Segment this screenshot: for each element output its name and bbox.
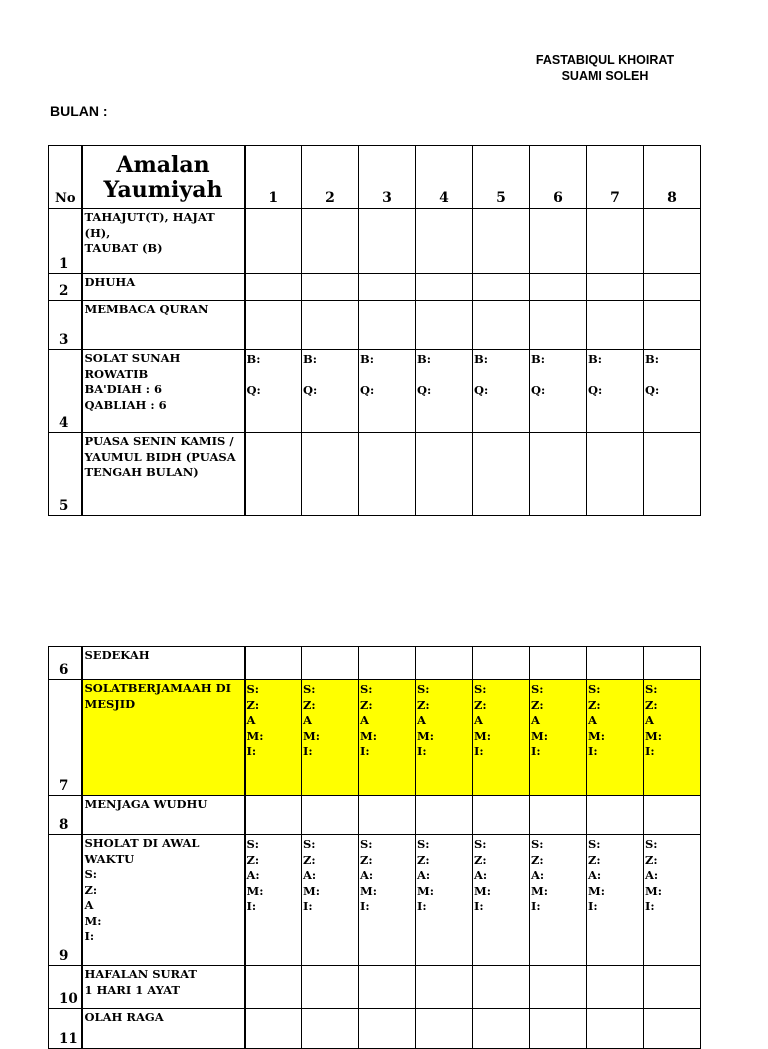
day-cell[interactable] — [473, 647, 530, 680]
day-cell[interactable] — [473, 274, 530, 301]
day-cell[interactable] — [644, 274, 701, 301]
day-cell[interactable] — [302, 301, 359, 350]
amalan-label: TAHAJUT(T), HAJAT (H), TAUBAT (B) — [82, 209, 245, 274]
day-cell[interactable] — [302, 274, 359, 301]
table-row — [49, 301, 701, 350]
day-cell[interactable]: B: Q: — [359, 350, 416, 433]
table-row — [49, 1009, 701, 1049]
day-cell[interactable] — [359, 796, 416, 835]
day-cell[interactable]: S: Z: A: M: I: — [587, 835, 644, 966]
table-row — [49, 835, 701, 966]
day-cell[interactable] — [416, 647, 473, 680]
table-row — [49, 796, 701, 835]
day-cell[interactable]: S: Z: A: M: I: — [359, 835, 416, 966]
day-cell[interactable] — [416, 796, 473, 835]
day-cell[interactable]: S: Z: A: M: I: — [302, 835, 359, 966]
day-cell[interactable] — [644, 1009, 701, 1049]
table-row — [49, 433, 701, 516]
day-cell[interactable]: B: Q: — [473, 350, 530, 433]
table-row — [49, 274, 701, 301]
day-cell[interactable]: S: Z: A: M: I: — [245, 835, 302, 966]
amalan-label: MENJAGA WUDHU — [82, 796, 245, 835]
day-cell[interactable] — [644, 433, 701, 516]
day-cell[interactable] — [302, 796, 359, 835]
day-cell[interactable] — [416, 274, 473, 301]
day-header: 6 — [530, 146, 587, 209]
day-cell[interactable] — [530, 301, 587, 350]
day-cell[interactable] — [530, 647, 587, 680]
no-header: No — [49, 146, 82, 209]
day-cell[interactable] — [530, 433, 587, 516]
table-row — [49, 209, 701, 274]
amalan-label: PUASA SENIN KAMIS / YAUMUL BIDH (PUASA TENGAH BULAN) — [82, 433, 245, 516]
day-cell[interactable]: S: Z: A: M: I: — [530, 835, 587, 966]
day-header: 8 — [644, 146, 701, 209]
day-cell[interactable] — [359, 433, 416, 516]
day-cell[interactable] — [644, 796, 701, 835]
day-cell[interactable] — [245, 433, 302, 516]
day-header: 5 — [473, 146, 530, 209]
amalan-table-top — [48, 145, 701, 516]
day-cell[interactable] — [587, 966, 644, 1009]
day-cell[interactable] — [359, 274, 416, 301]
table-row — [49, 680, 701, 796]
row-number: 10 — [49, 966, 82, 1009]
row-number: 2 — [49, 274, 82, 301]
day-cell[interactable] — [359, 966, 416, 1009]
day-cell[interactable]: S: Z: A M: I: — [587, 680, 644, 796]
row-number: 7 — [49, 680, 82, 796]
day-cell[interactable] — [245, 647, 302, 680]
table-row — [49, 966, 701, 1009]
day-cell[interactable]: S: Z: A M: I: — [644, 680, 701, 796]
day-cell[interactable]: B: Q: — [302, 350, 359, 433]
day-cell[interactable]: B: Q: — [530, 350, 587, 433]
day-cell[interactable] — [587, 796, 644, 835]
day-cell[interactable] — [473, 966, 530, 1009]
day-cell[interactable] — [359, 647, 416, 680]
table-row — [49, 647, 701, 680]
day-cell[interactable] — [416, 433, 473, 516]
table-header-row — [49, 146, 701, 209]
day-cell[interactable] — [245, 274, 302, 301]
day-cell[interactable] — [587, 301, 644, 350]
day-cell[interactable] — [473, 1009, 530, 1049]
amalan-label: OLAH RAGA — [82, 1009, 245, 1049]
row-number: 8 — [49, 796, 82, 835]
day-cell[interactable] — [416, 966, 473, 1009]
amalan-label: DHUHA — [82, 274, 245, 301]
day-cell[interactable] — [302, 647, 359, 680]
day-cell[interactable] — [530, 209, 587, 274]
day-header: 7 — [587, 146, 644, 209]
day-cell[interactable] — [587, 209, 644, 274]
day-cell[interactable] — [587, 433, 644, 516]
day-cell[interactable] — [587, 647, 644, 680]
day-cell[interactable] — [416, 301, 473, 350]
row-number: 6 — [49, 647, 82, 680]
header-line-1: FASTABIQUL KHOIRAT — [535, 53, 675, 67]
day-cell[interactable] — [302, 1009, 359, 1049]
day-cell[interactable] — [530, 966, 587, 1009]
day-cell[interactable]: B: Q: — [416, 350, 473, 433]
day-cell[interactable] — [359, 1009, 416, 1049]
table-title: Amalan Yaumiyah — [82, 146, 245, 209]
amalan-label: HAFALAN SURAT 1 HARI 1 AYAT — [82, 966, 245, 1009]
day-cell[interactable] — [302, 966, 359, 1009]
amalan-label: SEDEKAH — [82, 647, 245, 680]
day-cell[interactable] — [473, 209, 530, 274]
day-cell[interactable] — [302, 433, 359, 516]
day-cell[interactable]: B: Q: — [587, 350, 644, 433]
day-cell[interactable] — [587, 1009, 644, 1049]
day-cell[interactable]: S: Z: A: M: I: — [416, 835, 473, 966]
day-cell[interactable] — [245, 301, 302, 350]
day-cell[interactable] — [530, 796, 587, 835]
day-header: 1 — [245, 146, 302, 209]
day-header: 4 — [416, 146, 473, 209]
day-cell[interactable]: S: Z: A M: I: — [245, 680, 302, 796]
day-cell[interactable]: S: Z: A M: I: — [530, 680, 587, 796]
day-cell[interactable] — [473, 433, 530, 516]
day-cell[interactable] — [530, 1009, 587, 1049]
row-number: 1 — [49, 209, 82, 274]
day-cell[interactable]: S: Z: A: M: I: — [473, 835, 530, 966]
day-cell[interactable]: B: Q: — [644, 350, 701, 433]
row-number: 11 — [49, 1009, 82, 1049]
day-cell[interactable] — [473, 796, 530, 835]
day-cell[interactable] — [359, 301, 416, 350]
day-cell[interactable]: S: Z: A M: I: — [359, 680, 416, 796]
day-cell[interactable] — [416, 209, 473, 274]
row-number: 5 — [49, 433, 82, 516]
header-line-2: SUAMI SOLEH — [561, 69, 649, 83]
amalan-table-bottom — [48, 646, 701, 1049]
amalan-label: SHOLAT DI AWAL WAKTU S: Z: A M: I: — [82, 835, 245, 966]
row-number: 4 — [49, 350, 82, 433]
day-cell[interactable] — [473, 301, 530, 350]
row-number: 3 — [49, 301, 82, 350]
day-header: 3 — [359, 146, 416, 209]
day-cell[interactable] — [245, 1009, 302, 1049]
bulan-label: BULAN : — [50, 103, 108, 119]
day-cell[interactable] — [359, 209, 416, 274]
day-cell[interactable] — [245, 209, 302, 274]
day-cell[interactable] — [530, 274, 587, 301]
table-row — [49, 350, 701, 433]
day-cell[interactable] — [302, 209, 359, 274]
day-header: 2 — [302, 146, 359, 209]
day-cell[interactable] — [644, 647, 701, 680]
day-cell[interactable] — [644, 301, 701, 350]
day-cell[interactable]: S: Z: A: M: I: — [644, 835, 701, 966]
day-cell[interactable] — [644, 209, 701, 274]
day-cell[interactable] — [644, 966, 701, 1009]
day-cell[interactable] — [416, 1009, 473, 1049]
day-cell[interactable] — [245, 796, 302, 835]
day-cell[interactable] — [245, 966, 302, 1009]
day-cell[interactable] — [587, 274, 644, 301]
day-cell[interactable]: S: Z: A M: I: — [302, 680, 359, 796]
day-cell[interactable]: S: Z: A M: I: — [416, 680, 473, 796]
row-number: 9 — [49, 835, 82, 966]
day-cell[interactable]: S: Z: A M: I: — [473, 680, 530, 796]
day-cell[interactable]: B: Q: — [245, 350, 302, 433]
amalan-label: SOLAT SUNAH ROWATIB BA'DIAH : 6 QABLIAH : 6 — [82, 350, 245, 433]
amalan-label: SOLATBERJAMAAH DI MESJID — [82, 680, 245, 796]
amalan-label: MEMBACA QURAN — [82, 301, 245, 350]
